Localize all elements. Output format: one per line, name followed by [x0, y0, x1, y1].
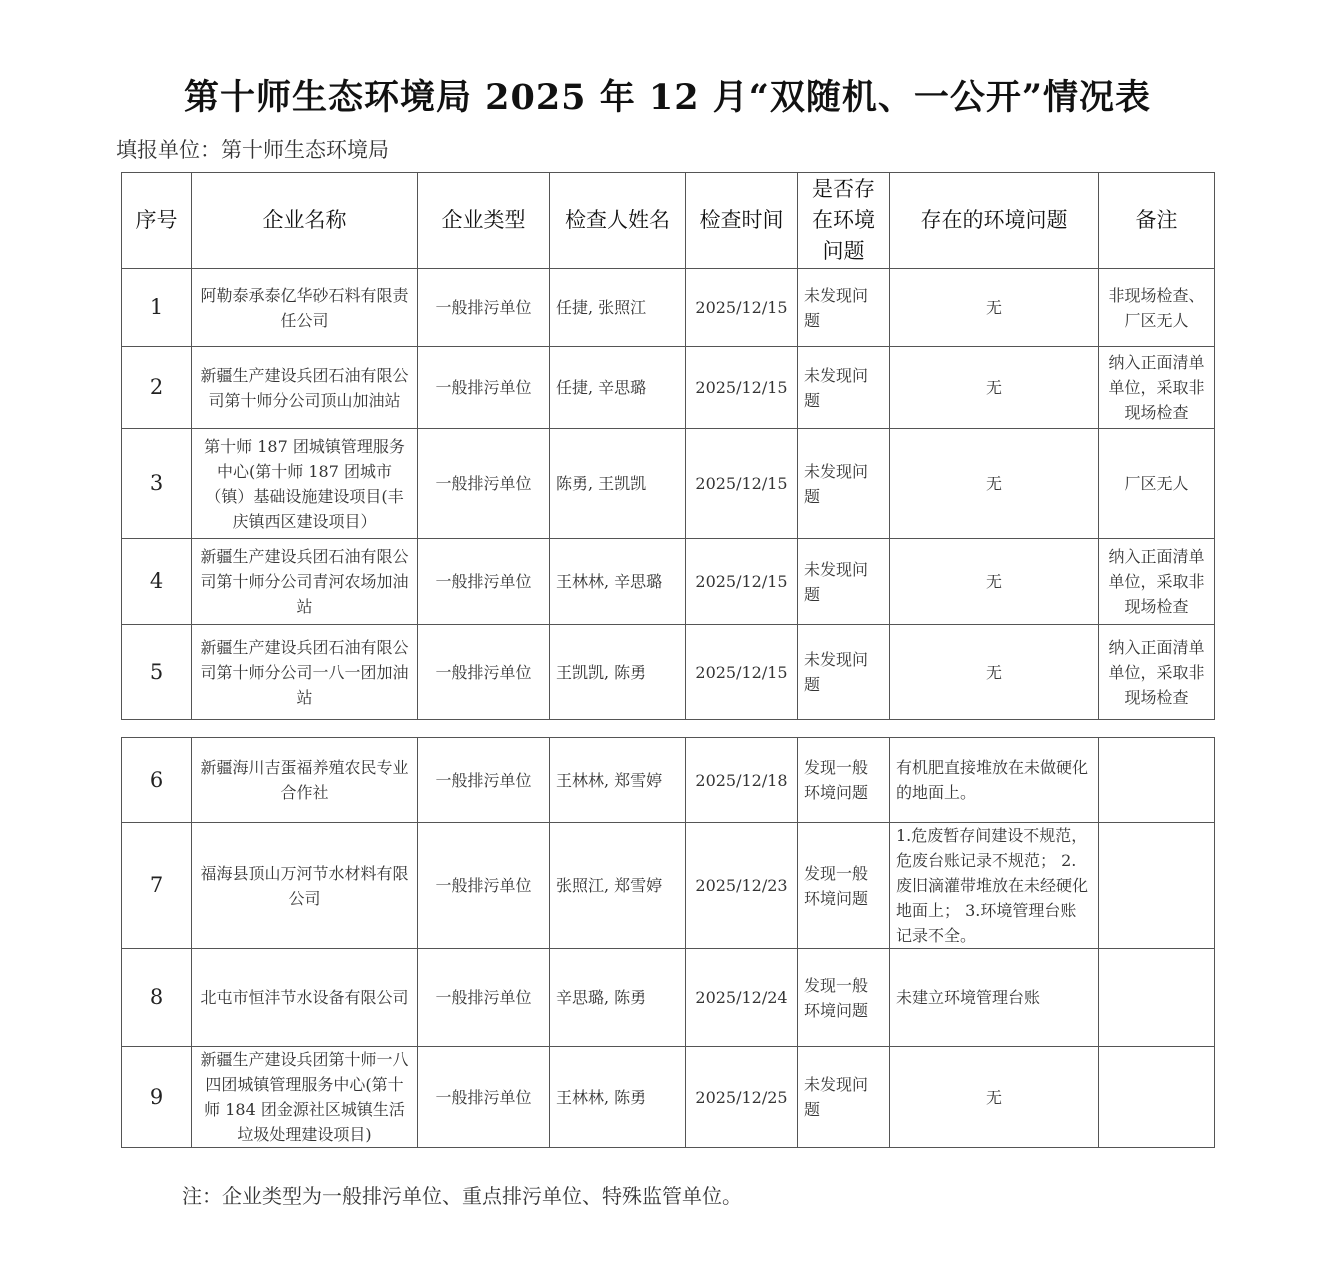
row-issues: 无: [890, 625, 1099, 720]
table-row: [122, 823, 1215, 949]
row-company-name: 第十师 187 团城镇管理服务中心(第十师 187 团城市（镇）基础设施建设项目(丰庆镇西区建设项目）: [192, 429, 418, 539]
row-issues: 无: [890, 539, 1099, 625]
row-seq: 6: [122, 738, 192, 823]
header-seq: 序号: [122, 173, 192, 269]
row-inspectors: 王林林, 辛思璐: [550, 539, 686, 625]
table-row: [122, 347, 1215, 429]
row-remark: [1099, 1047, 1215, 1148]
header-remark: 备注: [1099, 173, 1215, 269]
row-seq: 7: [122, 823, 192, 949]
row-inspection-date: 2025/12/15: [686, 539, 798, 625]
row-has-issue: 发现一般环境问题: [798, 738, 890, 823]
row-issues: 未建立环境管理台账: [890, 949, 1099, 1047]
reporting-unit: 填报单位：第十师生态环境局: [116, 138, 389, 162]
row-inspection-date: 2025/12/15: [686, 625, 798, 720]
table-row: [122, 625, 1215, 720]
row-has-issue: 未发现问题: [798, 429, 890, 539]
row-inspection-date: 2025/12/15: [686, 429, 798, 539]
row-remark: 纳入正面清单单位，采取非现场检查: [1099, 347, 1215, 429]
row-has-issue: 发现一般环境问题: [798, 823, 890, 949]
row-inspection-date: 2025/12/15: [686, 269, 798, 347]
row-inspectors: 张照江, 郑雪婷: [550, 823, 686, 949]
row-company-type: 一般排污单位: [418, 823, 550, 949]
row-issues: 无: [890, 1047, 1099, 1148]
row-seq: 5: [122, 625, 192, 720]
row-company-type: 一般排污单位: [418, 539, 550, 625]
row-remark: [1099, 823, 1215, 949]
row-company-name: 福海县顶山万河节水材料有限公司: [192, 823, 418, 949]
row-has-issue: 未发现问题: [798, 539, 890, 625]
row-seq: 1: [122, 269, 192, 347]
row-issues: 1.危废暂存间建设不规范，危废台账记录不规范； 2.废旧滴灌带堆放在未经硬化地面上； 3.环境管理台账记录不全。: [890, 823, 1099, 949]
row-inspection-date: 2025/12/18: [686, 738, 798, 823]
header-inspection-date: 检查时间: [686, 173, 798, 269]
row-issues: 无: [890, 347, 1099, 429]
table-row: [122, 1047, 1215, 1148]
row-company-type: 一般排污单位: [418, 1047, 550, 1148]
row-remark: [1099, 738, 1215, 823]
table-row: [122, 429, 1215, 539]
row-has-issue: 发现一般环境问题: [798, 949, 890, 1047]
row-company-name: 新疆生产建设兵团石油有限公司第十师分公司顶山加油站: [192, 347, 418, 429]
row-issues: 有机肥直接堆放在未做硬化的地面上。: [890, 738, 1099, 823]
row-inspectors: 王林林, 郑雪婷: [550, 738, 686, 823]
row-remark: 纳入正面清单单位，采取非现场检查: [1099, 625, 1215, 720]
row-company-type: 一般排污单位: [418, 429, 550, 539]
row-company-name: 新疆生产建设兵团石油有限公司第十师分公司青河农场加油站: [192, 539, 418, 625]
row-seq: 9: [122, 1047, 192, 1148]
header-issues: 存在的环境问题: [890, 173, 1099, 269]
row-company-name: 北屯市恒沣节水设备有限公司: [192, 949, 418, 1047]
row-seq: 3: [122, 429, 192, 539]
header-inspectors: 检查人姓名: [550, 173, 686, 269]
row-inspection-date: 2025/12/25: [686, 1047, 798, 1148]
row-company-type: 一般排污单位: [418, 738, 550, 823]
row-company-name: 新疆海川吉蛋福养殖农民专业合作社: [192, 738, 418, 823]
row-remark: 厂区无人: [1099, 429, 1215, 539]
row-company-type: 一般排污单位: [418, 625, 550, 720]
row-inspectors: 王林林, 陈勇: [550, 1047, 686, 1148]
row-seq: 4: [122, 539, 192, 625]
row-inspectors: 任捷, 张照江: [550, 269, 686, 347]
row-issues: 无: [890, 269, 1099, 347]
header-company-type: 企业类型: [418, 173, 550, 269]
row-has-issue: 未发现问题: [798, 269, 890, 347]
row-inspection-date: 2025/12/24: [686, 949, 798, 1047]
row-has-issue: 未发现问题: [798, 625, 890, 720]
row-company-name: 新疆生产建设兵团第十师一八四团城镇管理服务中心(第十师 184 团金源社区城镇生活垃圾处理建设项目): [192, 1047, 418, 1148]
row-inspection-date: 2025/12/23: [686, 823, 798, 949]
header-row: [122, 173, 1215, 269]
row-remark: 纳入正面清单单位，采取非现场检查: [1099, 539, 1215, 625]
header-company-name: 企业名称: [192, 173, 418, 269]
row-inspectors: 任捷, 辛思璐: [550, 347, 686, 429]
row-has-issue: 未发现问题: [798, 347, 890, 429]
header-has-issue: 是否存在环境问题: [798, 173, 890, 269]
inspection-table-part-2: [121, 737, 1215, 1148]
table-row: [122, 949, 1215, 1047]
row-issues: 无: [890, 429, 1099, 539]
row-seq: 2: [122, 347, 192, 429]
row-inspectors: 王凯凯, 陈勇: [550, 625, 686, 720]
table-row: [122, 269, 1215, 347]
row-inspection-date: 2025/12/15: [686, 347, 798, 429]
row-company-name: 阿勒泰承泰亿华砂石料有限责任公司: [192, 269, 418, 347]
row-company-type: 一般排污单位: [418, 269, 550, 347]
footnote: 注：企业类型为一般排污单位、重点排污单位、特殊监管单位。: [182, 1184, 742, 1208]
row-company-type: 一般排污单位: [418, 949, 550, 1047]
table-row: [122, 539, 1215, 625]
page-title: 第十师生态环境局 2025 年 12 月“双随机、一公开”情况表: [183, 77, 1152, 118]
row-company-type: 一般排污单位: [418, 347, 550, 429]
row-has-issue: 未发现问题: [798, 1047, 890, 1148]
row-company-name: 新疆生产建设兵团石油有限公司第十师分公司一八一团加油站: [192, 625, 418, 720]
row-remark: [1099, 949, 1215, 1047]
inspection-table-part-1: [121, 172, 1215, 720]
table-row: [122, 738, 1215, 823]
row-inspectors: 辛思璐, 陈勇: [550, 949, 686, 1047]
row-remark: 非现场检查、厂区无人: [1099, 269, 1215, 347]
row-inspectors: 陈勇, 王凯凯: [550, 429, 686, 539]
row-seq: 8: [122, 949, 192, 1047]
